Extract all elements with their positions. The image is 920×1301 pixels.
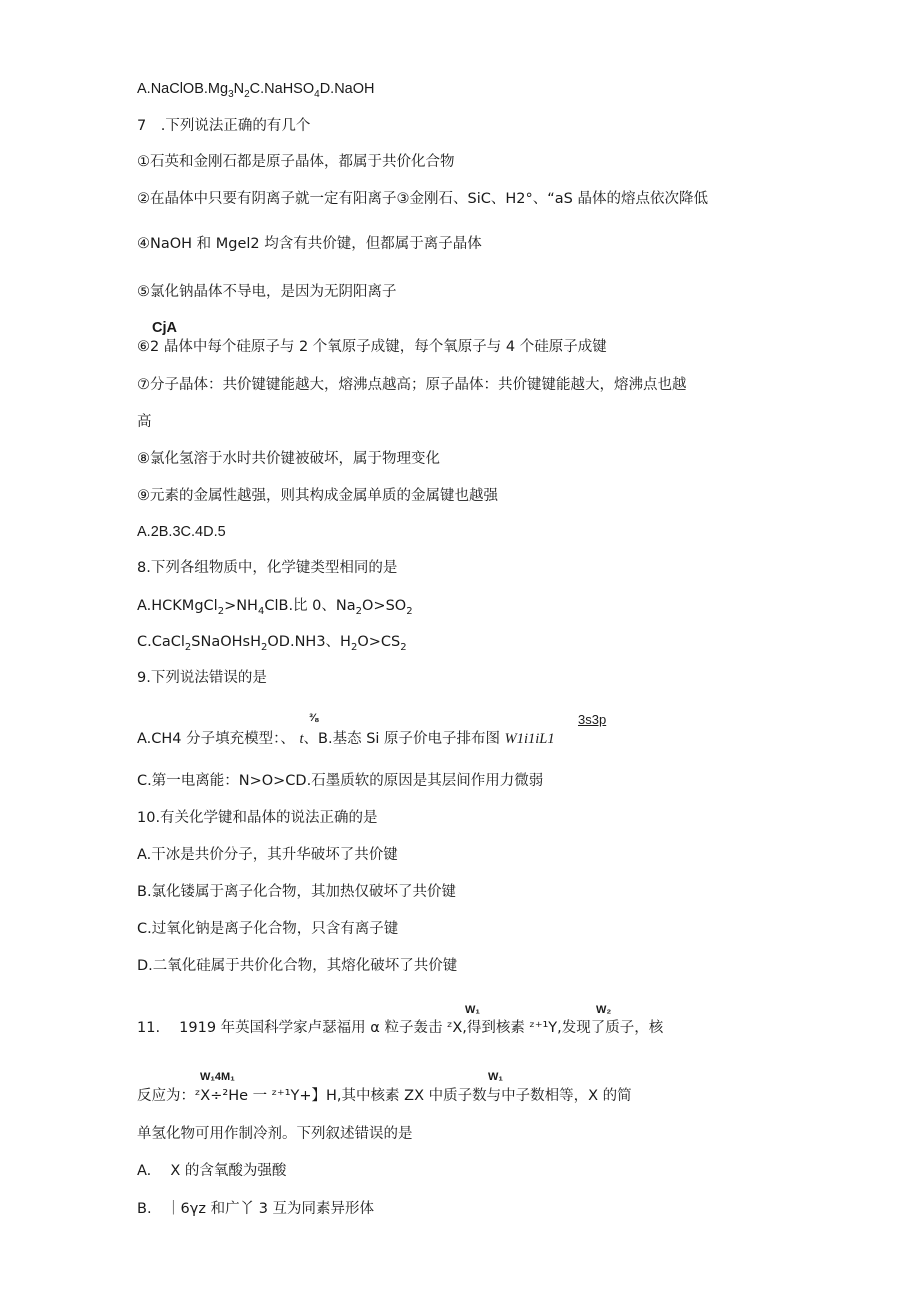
q11-superscript-w2: W₂ <box>596 1004 612 1016</box>
question-10-title: 10.有关化学键和晶体的说法正确的是 <box>137 810 378 826</box>
question-8-title: 8.下列各组物质中，化学键类型相同的是 <box>137 560 398 576</box>
text-run: D.NaOH <box>319 81 375 97</box>
text-run: N <box>233 81 245 97</box>
orbital-label-text: 3s3p <box>578 712 607 727</box>
q7-statement-7-cont: 高 <box>137 414 152 430</box>
q7-statement-1: ①石英和金刚石都是原子晶体，都属于共价化合物 <box>137 154 455 170</box>
subscript: 2 <box>400 641 407 653</box>
q9-fraction-mark: ⅜ <box>309 712 319 724</box>
q6-options <box>137 80 375 98</box>
q11-superscript-w1: W₁ <box>465 1004 480 1016</box>
text-run: ClB.比 0、Na <box>264 598 356 614</box>
q8-options-ab <box>137 597 413 615</box>
q9-options-ab <box>137 730 555 748</box>
subscript: 2 <box>261 641 268 653</box>
question-11-line-1: 11. 1919 年英国科学家卢瑟福用 α 粒子轰击 ᶻX,得到核素 ᶻ⁺¹Y,发现了质子，核 <box>137 1020 664 1036</box>
q7-statement-2-3: ②在晶体中只要有阴离子就一定有阳离子③金刚石、SiC、H2°、“aS 晶体的熔点依次降低 <box>137 191 708 207</box>
text-run: C.NaHSO <box>249 81 315 97</box>
subscript: 3 <box>228 88 234 100</box>
subscript: 2 <box>217 605 225 617</box>
q7-statement-9: ⑨元素的金属性越强，则其构成金属单质的金属键也越强 <box>137 488 498 504</box>
text-run: SNaOHsH <box>191 634 261 650</box>
text-run: A.HCKMgCl <box>137 598 218 614</box>
text-run: 、B.基态 Si 原子价电子排布图 <box>303 731 501 747</box>
text-run: C.CaCl <box>137 634 185 650</box>
question-9-title: 9.下列说法错误的是 <box>137 670 267 686</box>
subscript: 2 <box>355 605 362 617</box>
q9-orbital-label <box>578 712 606 727</box>
q7-options: A.2B.3C.4D.5 <box>137 524 226 540</box>
subscript: 2 <box>244 88 250 100</box>
q10-option-c: C.过氧化钠是离子化合物，只含有离子键 <box>137 921 399 937</box>
subscript: 2 <box>184 641 192 653</box>
q10-option-a: A.干冰是共价分子，其升华破坏了共价键 <box>137 847 398 863</box>
subscript: 4 <box>257 605 265 617</box>
q10-option-d: D.二氧化硅属于共价化合物，其熔化破坏了共价键 <box>137 958 458 974</box>
q7-statement-5: ⑤氯化钠晶体不导电，是因为无阴阳离子 <box>137 284 397 300</box>
text-run: O>SO <box>362 598 407 614</box>
q11-superscript-w1-4m1: W₁4M₁ <box>200 1071 235 1083</box>
q11-superscript-w1-b: W₁ <box>488 1071 503 1083</box>
subscript: 4 <box>314 88 320 100</box>
q7-statement-4: ④NaOH 和 Mgel2 均含有共价键，但都属于离子晶体 <box>137 236 482 252</box>
text-run: A.NaClOB.Mg <box>137 81 229 97</box>
q9-options-cd: C.第一电离能：N>O>CD.石墨质软的原因是其层间作用力微弱 <box>137 773 544 789</box>
q7-statement-8: ⑧氯化氢溶于水时共价键被破坏，属于物理变化 <box>137 451 440 467</box>
question-11-line-2: 反应为：ᶻX÷²He 一 ᶻ⁺¹Y+】H,其中核素 ZX 中质子数与中子数相等，X 的简 <box>137 1088 632 1104</box>
q7-statement-7: ⑦分子晶体：共价键键能越大，熔沸点越高；原子晶体：共价键键能越大，熔沸点也越 <box>137 377 687 393</box>
text-run: t <box>299 731 304 747</box>
q8-options-cd <box>137 633 407 651</box>
q7-formula-cja: CjA <box>152 320 177 336</box>
subscript: 2 <box>350 641 358 653</box>
question-11-line-3: 单氢化物可用作制冷剂。下列叙述错误的是 <box>137 1126 413 1142</box>
text-run: O>CS <box>357 634 401 650</box>
q7-statement-6: ⑥2 晶体中每个硅原子与 2 个氧原子成键，每个氧原子与 4 个硅原子成键 <box>137 339 607 355</box>
question-7-title: 7 .下列说法正确的有几个 <box>137 118 311 134</box>
text-run: OD.NH3、H <box>267 634 351 650</box>
q10-option-b: B.氯化镂属于离子化合物，其加热仅破坏了共价键 <box>137 884 457 900</box>
text-run: >NH <box>224 598 258 614</box>
subscript: 2 <box>406 605 413 617</box>
text-run: A.CH4 分子填充模型：、 <box>137 731 295 747</box>
orbital-diagram-text: W1i1iL1 <box>504 731 555 747</box>
q11-option-a: A. X 的含氧酸为强酸 <box>137 1163 287 1179</box>
q11-option-b: B. ｜6γz 和广丫 3 互为同素异形体 <box>137 1201 375 1217</box>
